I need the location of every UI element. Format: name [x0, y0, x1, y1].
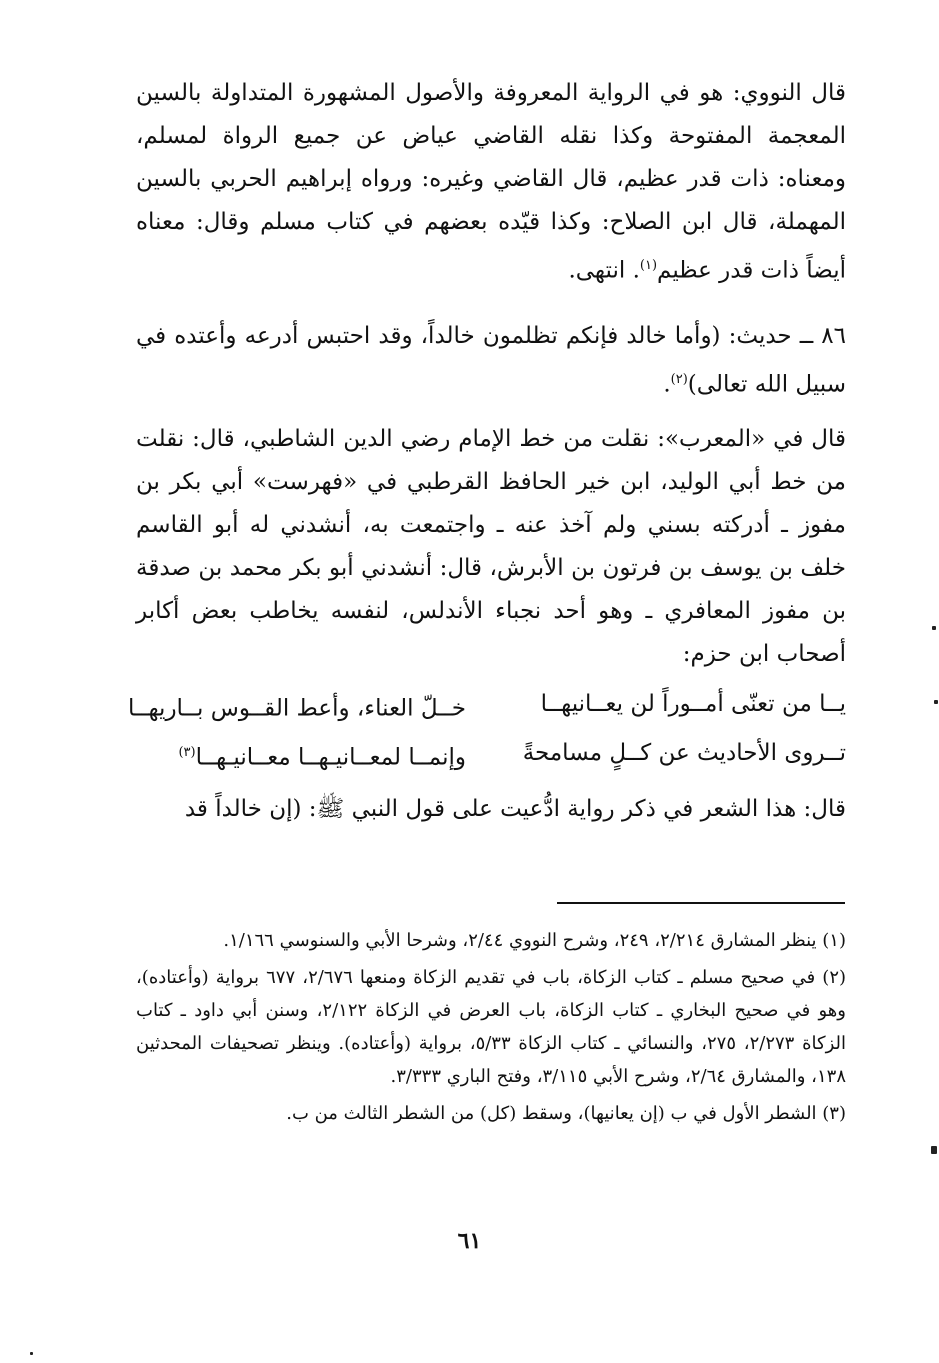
main-text — [127, 72, 846, 831]
page-number: ٦١ — [457, 1228, 482, 1254]
footnote-ref-2[interactable]: (٢) — [670, 371, 688, 387]
verse-1-second-text: خــلّ العناء، وأعط القــوس بــاريهــا — [127, 695, 466, 722]
verse-line-1 — [127, 682, 846, 731]
paragraph-qal: قال: هذا الشعر في ذكر رواية ادُّعيت على قول النبي ﷺ: (إن خالداً قد — [184, 795, 846, 822]
scan-speck — [932, 626, 936, 630]
footnote-2: (٢) في صحيح مسلم ـ كتاب الزكاة، باب في تقديم الزكاة ومنعها ٢/٦٧٦، ٦٧٧ برواية (وأعتاده)، وهو في صحيح البخاري ـ كتاب الزكاة، باب العرض في الزكاة ٢/١٢٢، وسنن أبي داود ـ كتاب الزكاة ٢/٢٧٣، ٢٧٥، والنسائي ـ كتاب الزكاة ٥/٣٣، برواية (وأعتاده). وينظر تصحيفات المحدثين ١٣٨، والمشارق ٢/٦٤، وشرح الأبي ٣/١١٥، وفتح الباري ٣/٣٣٣. — [136, 967, 847, 1087]
verse-2-first-hemistich: تــروى الأحاديث عن كــلٍ مسامحةً — [522, 739, 846, 766]
footnote-ref-3[interactable]: (٣) — [178, 744, 196, 760]
verse-1-second-hemistich — [127, 682, 466, 731]
verse-line-2 — [136, 731, 846, 780]
spacer — [136, 406, 846, 418]
verse-1-first-hemistich: يــا من تعنّى أمــوراً لن يعــانيهــا — [540, 691, 846, 718]
paragraph-nawawi — [136, 72, 846, 293]
scan-speck — [30, 1352, 33, 1355]
paragraph-nawawi-end: . انتهى. — [568, 257, 640, 284]
verse-2-second-text: وإنمــا لمعــانيـهــا معــانيـهــا — [195, 744, 466, 771]
paragraph-nawawi-text: قال النووي: هو في الرواية المعروفة والأصول المشهورة المتداولة بالسين المعجمة المفتوحة وكذا نقله القاضي عياض عن جميع الرواة لمسلم، ومعناه: ذات قدر عظيم، قال القاضي وغيره: ورواه إبراهيم الحربي بالسين المهملة، قال ابن الصلاح: وكذا قيّده بعضهم في كتاب مسلم وقال: معناه أيضاً ذات قدر عظيم — [136, 80, 846, 284]
footnote-ref-1[interactable]: (١) — [639, 258, 658, 273]
verse-2-second-hemistich — [136, 731, 466, 780]
hadith-86-text: ٨٦ ــ حديث: (وأما خالد فإنكم تظلمون خالداً، وقد احتبس أدرعه وأعتده في سبيل الله تعالى) — [136, 322, 846, 398]
scan-speck — [931, 1146, 937, 1154]
paragraph-hadith-86 — [136, 315, 846, 407]
scan-speck — [934, 700, 938, 704]
footnote-3: (٣) الشطر الأول في ب (إن يعانيها)، وسقط (كل) من الشطر الثالث من ب. — [286, 1103, 846, 1124]
hadith-86-end: . — [663, 371, 671, 398]
spacer — [136, 293, 846, 315]
footnote-divider — [557, 902, 845, 904]
poem — [127, 682, 846, 779]
paragraph-muarrab: قال في «المعرب»: نقلت من خط الإمام رضي الدين الشاطبي، قال: نقلت من خط أبي الوليد، ابن خير الحافظ القرطبي في «فهرست» أبي بكر بن مفوز ـ أدركته بسني ولم آخذ عنه ـ واجتمعت به، أنشدني له أبو القاسم خلف بن يوسف بن فرتون بن الأبرش، قال: أنشدني أبو بكر محمد بن صدقة بن مفوز المعافري ـ وهو أحد نجباء الأندلس، لنفسه يخاطب بعض أكابر أصحاب ابن حزم: — [136, 426, 846, 668]
footnote-1: (١) ينظر المشارق ٢/٢١٤، ٢٤٩، وشرح النووي ٢/٤٤، وشرحا الأبي والسنوسي ١/١٦٦. — [223, 930, 846, 951]
footnotes — [136, 924, 846, 1134]
